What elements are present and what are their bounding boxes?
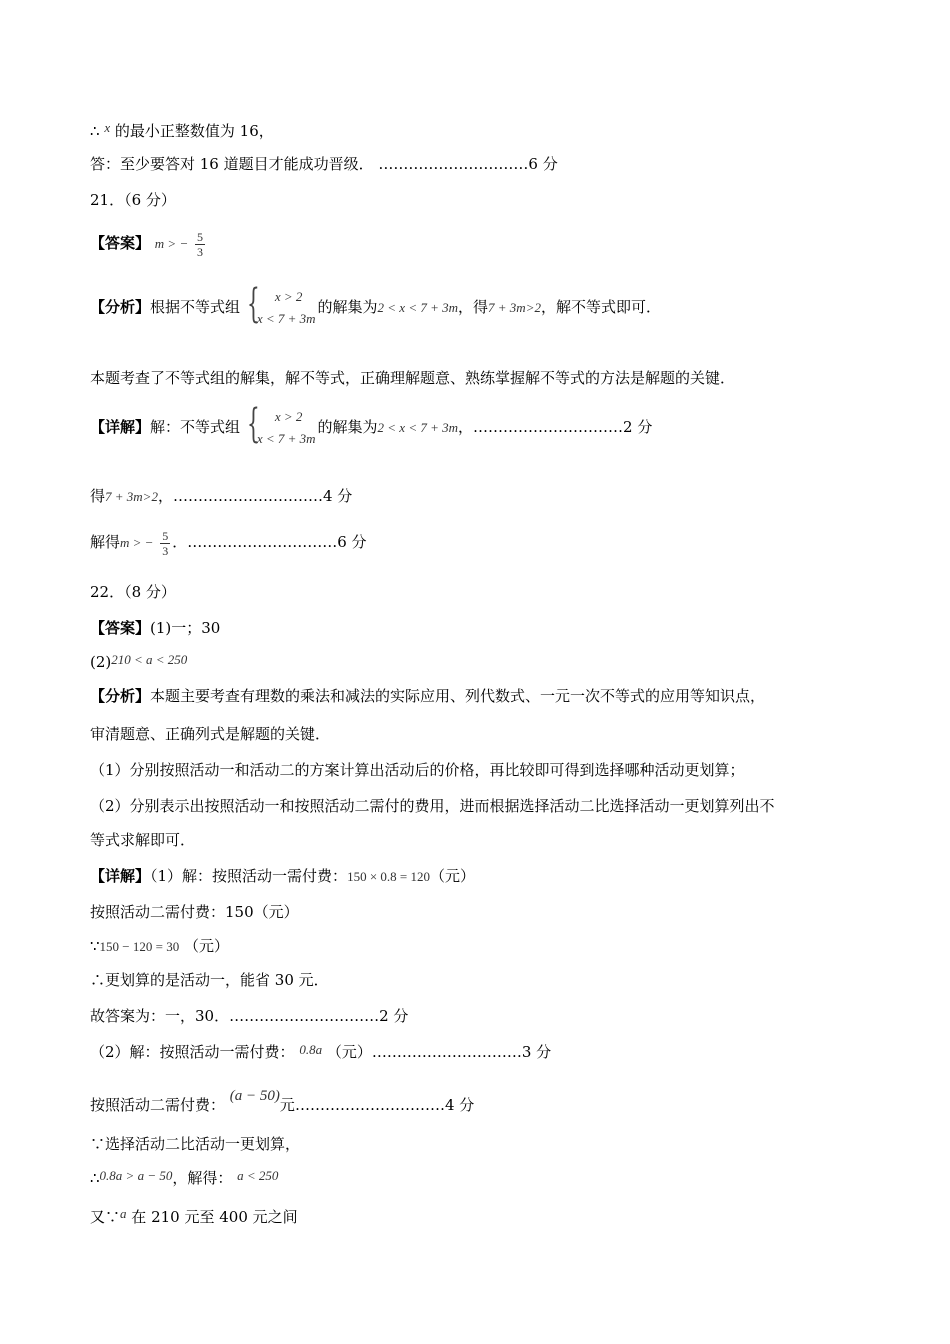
score-dots: …………………………6 分 xyxy=(378,155,558,173)
text: （1）分别按照活动一和活动二的方案计算出活动后的价格，再比较即可得到选择哪种活动更划算； xyxy=(90,761,745,779)
line-21-answer xyxy=(90,226,207,261)
analysis-label: 【分析】 xyxy=(90,687,151,705)
line-22-condition xyxy=(90,1134,300,1154)
detail-label: 【详解】 xyxy=(90,867,151,885)
system-row-1: x > 2 xyxy=(274,289,303,304)
question-22-heading xyxy=(90,582,176,602)
score-dots: …………………………4 分 xyxy=(294,1096,475,1114)
line-answer-16 xyxy=(90,154,558,174)
system-row-1: x > 2 xyxy=(274,409,303,424)
text: 的解集为 xyxy=(317,418,378,436)
math-var-x: x xyxy=(104,120,111,135)
fraction xyxy=(195,230,205,259)
system-row-2: x < 7 + 3m xyxy=(256,431,316,446)
score-dots: …………………………3 分 xyxy=(371,1043,552,1061)
line-22-difference xyxy=(90,936,229,957)
line-22-range xyxy=(90,1204,298,1227)
math-expression: (a − 50) xyxy=(229,1088,280,1104)
math-expression: 7 + 3m>2 xyxy=(105,489,158,504)
text: 按照活动二需付费： xyxy=(90,1096,226,1114)
text: 故答案为：一，30． xyxy=(90,1007,230,1025)
math-expression: m > − xyxy=(120,535,154,550)
math-expression: 150 × 0.8 = 120 xyxy=(347,869,430,884)
line-22-answer-summary xyxy=(90,1006,408,1026)
text: 答：至少要答对 16 道题目才能成功晋级． xyxy=(90,155,374,173)
line-22-part2-cost xyxy=(90,1078,474,1123)
text: 更划算的是活动一，能省 30 元． xyxy=(105,971,329,989)
text: （2）解：按照活动一需付费： xyxy=(90,1043,295,1061)
score-dots: …………………………2 分 xyxy=(229,1007,409,1025)
line-22-conclusion xyxy=(90,970,329,990)
text: （元） xyxy=(429,867,475,885)
line-22-cost-2 xyxy=(90,902,299,922)
brace-icon: { xyxy=(246,401,260,447)
score-dots: ，…………………………2 分 xyxy=(458,418,653,436)
line-22-answer xyxy=(90,618,220,638)
analysis-label: 【分析】 xyxy=(90,298,151,316)
detail-label: 【详解】 xyxy=(90,418,151,436)
line-21-summary xyxy=(90,368,735,388)
line-min-integer xyxy=(90,118,274,141)
text: （元） xyxy=(326,1043,372,1061)
text: 本题主要考查有理数的乘法和减法的实际应用、列代数式、一元一次不等式的应用等知识点， xyxy=(150,687,766,705)
text: （1）解：按照活动一需付费： xyxy=(150,867,348,885)
text: （2）分别表示出按照活动一和按照活动二需付的费用，进而根据选择活动二比选择活动一更划算列出不 xyxy=(90,797,775,815)
math-expression: m > − xyxy=(154,236,189,251)
text: 等式求解即可． xyxy=(90,831,196,849)
line-21-analysis xyxy=(90,282,661,333)
text: ∵选择活动二比活动一更划算， xyxy=(90,1135,301,1153)
math-expression: 0.8a > a − 50 xyxy=(99,1168,173,1183)
inequality-system xyxy=(246,401,316,450)
math-expression: 0.8a xyxy=(299,1042,323,1057)
answer-label: 【答案】 xyxy=(90,234,151,252)
text: 的最小正整数值为 16， xyxy=(114,122,274,140)
text: 元 xyxy=(279,1096,295,1114)
answer-label: 【答案】 xyxy=(90,619,151,637)
therefore-symbol: ∴ xyxy=(90,1169,100,1187)
fraction-numerator: 5 xyxy=(162,528,169,543)
text: 22．（8 分） xyxy=(90,583,176,601)
text: 根据不等式组 xyxy=(150,298,241,316)
because-symbol: ∵ xyxy=(90,937,100,955)
math-expression: 2 < x < 7 + 3m xyxy=(377,420,459,435)
inequality-system xyxy=(246,281,316,330)
line-22-analysis xyxy=(90,686,765,706)
text: 21．（6 分） xyxy=(90,191,176,209)
text: (2) xyxy=(90,653,112,671)
text: 审清题意、正确列式是解题的关键． xyxy=(90,725,331,743)
line-22-analysis-4 xyxy=(90,796,775,816)
therefore-symbol: ∴ xyxy=(90,122,100,140)
line-22-answer-2 xyxy=(90,650,187,672)
fraction-numerator: 5 xyxy=(197,229,204,244)
text: ，得 xyxy=(458,298,489,316)
text: ，解不等式即可． xyxy=(540,298,661,316)
system-row-2: x < 7 + 3m xyxy=(256,311,316,326)
score-dots: ，…………………………4 分 xyxy=(157,487,353,505)
text: （元） xyxy=(184,937,230,955)
line-22-analysis-3 xyxy=(90,760,745,780)
question-21-heading xyxy=(90,190,176,210)
math-expression: a < 250 xyxy=(237,1168,279,1183)
fraction xyxy=(160,529,170,558)
math-expression: 2 < x < 7 + 3m xyxy=(377,300,459,315)
line-22-analysis-5 xyxy=(90,830,195,850)
text: 又∵ xyxy=(90,1208,121,1226)
text: 按照活动二需付费：150（元） xyxy=(90,903,299,921)
score-dots: ．…………………………6 分 xyxy=(172,533,367,551)
therefore-symbol: ∴ xyxy=(90,971,106,989)
line-21-step xyxy=(90,486,352,507)
text: 的解集为 xyxy=(317,298,378,316)
line-22-part2 xyxy=(90,1040,551,1062)
math-expression: 150 − 120 = 30 xyxy=(99,939,180,954)
text: 在 210 元至 400 元之间 xyxy=(131,1208,298,1226)
brace-icon: { xyxy=(246,281,260,327)
text: 本题考查了不等式组的解集，解不等式，正确理解题意、熟练掌握解不等式的方法是解题的关键． xyxy=(90,369,736,387)
math-expression: 210 < a < 250 xyxy=(111,652,188,667)
text: 解：不等式组 xyxy=(150,418,241,436)
line-21-detail xyxy=(90,402,652,453)
text: ，解得： xyxy=(172,1169,233,1187)
fraction-denominator: 3 xyxy=(162,543,169,558)
fraction-denominator: 3 xyxy=(197,244,204,259)
text: (1)一；30 xyxy=(150,619,221,637)
text: 解得 xyxy=(90,533,121,551)
line-22-analysis-2 xyxy=(90,724,330,744)
line-22-detail xyxy=(90,866,475,887)
line-22-solve xyxy=(90,1166,278,1188)
math-expression: 7 + 3m>2 xyxy=(488,300,541,315)
text: 得 xyxy=(90,487,106,505)
line-21-result xyxy=(90,524,367,561)
math-var-a: a xyxy=(120,1206,127,1221)
